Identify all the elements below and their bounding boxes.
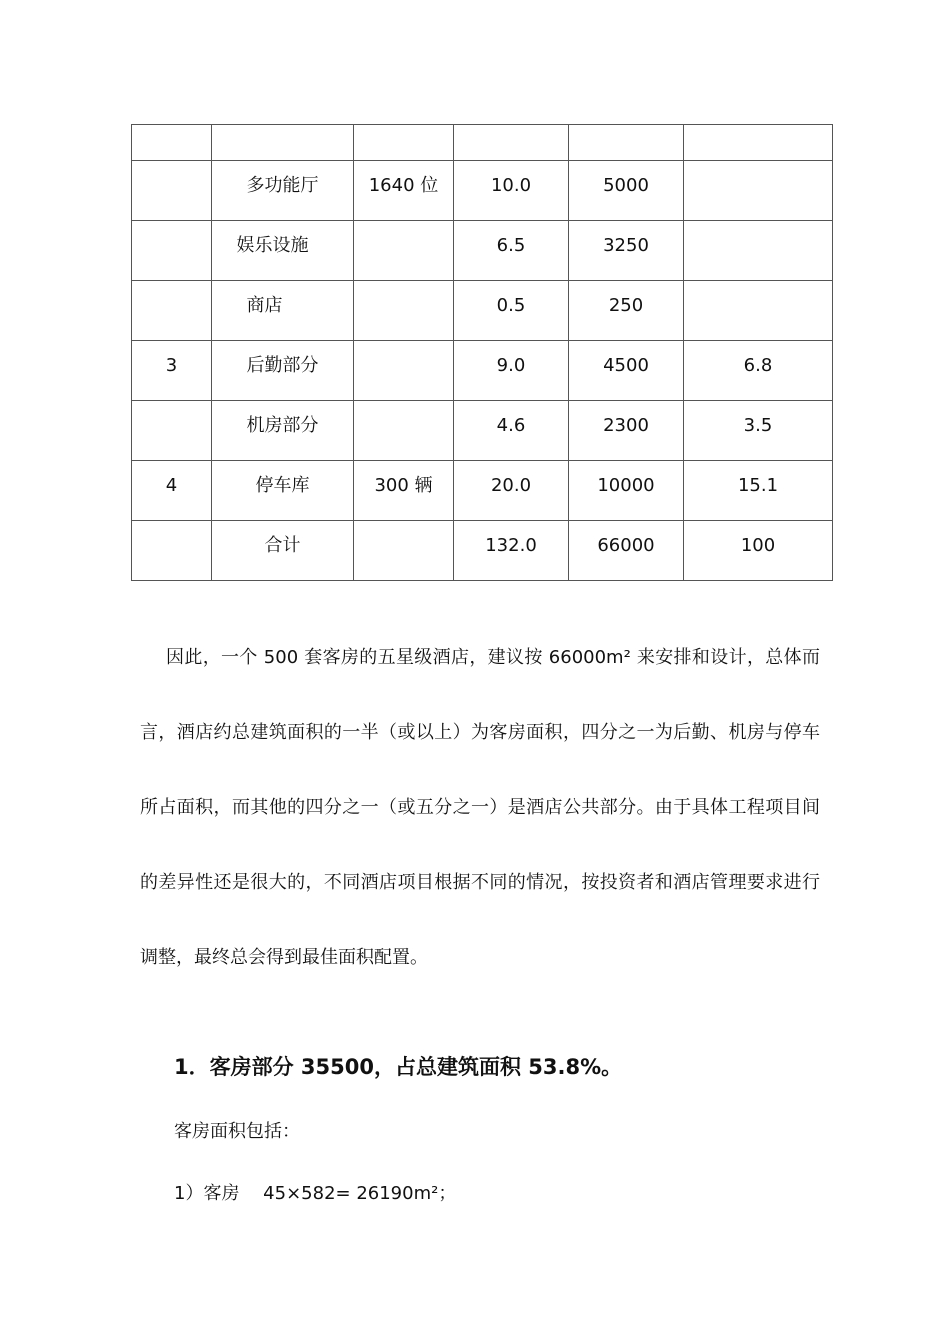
cell-ratio: 4.6 — [454, 401, 569, 461]
cell-share: 15.1 — [684, 461, 833, 521]
room-area-item: 1）客房 45×582= 26190m²； — [174, 1183, 457, 1204]
table-cell — [354, 125, 454, 161]
cell-area: 3250 — [569, 221, 684, 281]
table-row-stub — [132, 125, 833, 161]
table-row — [132, 341, 833, 401]
cell-qty — [354, 281, 454, 341]
area-allocation-table — [131, 124, 833, 581]
cell-ratio: 9.0 — [454, 341, 569, 401]
cell-qty — [354, 401, 454, 461]
cell-name: 多功能厅 — [212, 161, 354, 221]
table-cell — [132, 125, 212, 161]
table-row — [132, 401, 833, 461]
cell-area: 10000 — [569, 461, 684, 521]
table-cell — [212, 125, 354, 161]
cell-area: 4500 — [569, 341, 684, 401]
cell-name: 娱乐设施 — [212, 221, 354, 281]
cell-ratio: 20.0 — [454, 461, 569, 521]
table-cell — [569, 125, 684, 161]
cell-qty — [354, 341, 454, 401]
cell-qty: 300 辆 — [354, 461, 454, 521]
table-row-total — [132, 521, 833, 581]
cell-no — [132, 161, 212, 221]
room-area-intro: 客房面积包括： — [174, 1121, 300, 1142]
cell-no: 3 — [132, 341, 212, 401]
cell-area: 5000 — [569, 161, 684, 221]
cell-share: 6.8 — [684, 341, 833, 401]
table-cell — [454, 125, 569, 161]
cell-ratio: 0.5 — [454, 281, 569, 341]
table-row — [132, 221, 833, 281]
cell-share: 100 — [684, 521, 833, 581]
cell-name: 合计 — [212, 521, 354, 581]
cell-share — [684, 161, 833, 221]
cell-area: 250 — [569, 281, 684, 341]
body-paragraph: 因此，一个 500 套客房的五星级酒店，建议按 66000m² 来安排和设计，总体而言，酒店约总建筑面积的一半（或以上）为客房面积，四分之一为后勤、机房与停车所占面积，而其他的四分之一（或五分之一）是酒店公共部分。由于具体工程项目间的差异性还是很大的，不同酒店项目根据不同的情况，按投资者和酒店管理要求进行调整，最终总会得到最佳面积配置。 — [140, 647, 820, 968]
cell-area: 66000 — [569, 521, 684, 581]
section-heading: 1．客房部分 35500，占总建筑面积 53.8%。 — [174, 1055, 623, 1079]
table-row — [132, 281, 833, 341]
cell-name: 商店 — [212, 281, 354, 341]
cell-name: 后勤部分 — [212, 341, 354, 401]
table-cell — [684, 125, 833, 161]
cell-qty — [354, 521, 454, 581]
cell-name: 停车库 — [212, 461, 354, 521]
cell-no: 4 — [132, 461, 212, 521]
cell-share: 3.5 — [684, 401, 833, 461]
cell-ratio: 132.0 — [454, 521, 569, 581]
cell-no — [132, 221, 212, 281]
cell-ratio: 10.0 — [454, 161, 569, 221]
cell-name: 机房部分 — [212, 401, 354, 461]
cell-share — [684, 221, 833, 281]
cell-area: 2300 — [569, 401, 684, 461]
cell-qty — [354, 221, 454, 281]
cell-no — [132, 281, 212, 341]
cell-no — [132, 401, 212, 461]
cell-ratio: 6.5 — [454, 221, 569, 281]
cell-qty: 1640 位 — [354, 161, 454, 221]
table-row — [132, 461, 833, 521]
cell-share — [684, 281, 833, 341]
table-row — [132, 161, 833, 221]
cell-no — [132, 521, 212, 581]
